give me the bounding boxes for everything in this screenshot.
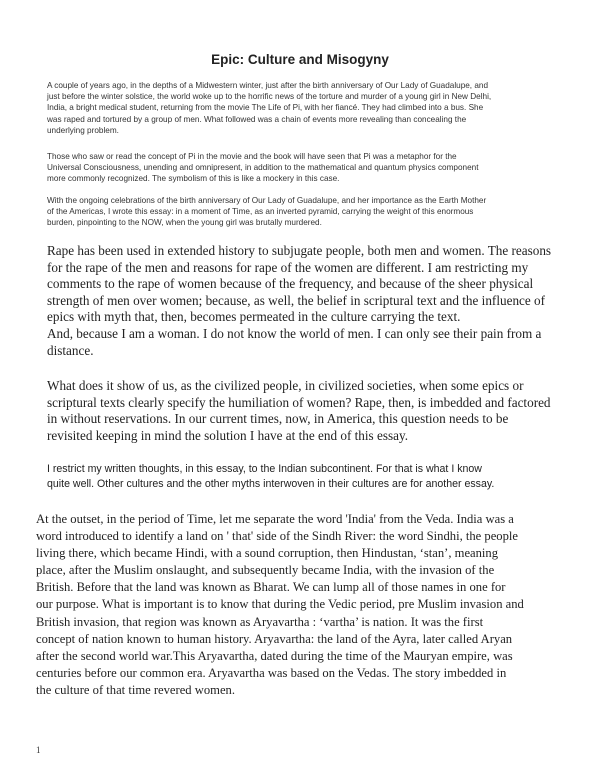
text-line: scriptural texts clearly specify the humiliation of women? Rape, then, is imbedded and factored [47, 394, 551, 410]
intro-paragraph-1 [47, 80, 491, 136]
text-line: underlying problem. [47, 125, 119, 135]
text-line: India, a bright medical student, returning from the movie The Life of Pi, with her fiancé. They had climbed into a bus. She [47, 103, 484, 113]
text-line: concept of nation known to human history. Aryavartha: the land of the Ayra, later called Aryan [36, 631, 513, 646]
page-number: 1 [36, 745, 41, 755]
text-line: Those who saw or read the concept of Pi in the movie and the book will have seen that Pi was a metaphor for the [47, 152, 457, 161]
restrict-paragraph [47, 462, 494, 492]
text-line: And, because I am a woman. I do not know the world of men. I can only see their pain from a [47, 325, 542, 341]
text-line: for the rape of the men and reasons for rape of the women are different. I am restricting my [47, 259, 529, 275]
text-line: was raped and tortured by a group of men. What followed was a chain of events more revealing than concealing the [47, 114, 467, 124]
text-line: centuries before our common era. Aryavartha was based on the Vedas. The story imbedded in [36, 665, 507, 680]
text-line: revisited keeping in mind the solution I have at the end of this essay. [47, 427, 408, 443]
text-line: British. Before that the land was known as Bharat. We can lump all of those names in one for [36, 580, 506, 595]
document-title: Epic: Culture and Misogyny [211, 52, 389, 67]
intro-paragraph-3 [47, 195, 486, 229]
text-line: place, after the Muslim onslaught, and subsequently became India, with the invasion of the [36, 563, 495, 578]
text-line: distance. [47, 342, 94, 358]
text-line: epics with myth that, then, becomes permeated in the culture carrying the text. [47, 309, 461, 325]
body-paragraph-1 [47, 243, 551, 359]
text-line: burden, pinpointing to the NOW, when the young girl was brutally murdered. [47, 218, 322, 228]
intro-paragraph-2 [47, 151, 478, 185]
text-line: our purpose. What is important is to know that during the Vedic period, pre Muslim invasion and [36, 597, 524, 612]
text-line: in without reservations. In our current times, now, in America, this question needs to be [47, 411, 509, 427]
text-line: comments to the rape of women because of the frequency, and because of the sheer physical [47, 276, 534, 292]
text-line: Universal Consciousness, unending and omnipresent, in addition to the mathematical and quantum physics component [47, 163, 479, 173]
text-line: quite well. Other cultures and the other myths interwoven in their cultures are for another essay. [47, 478, 495, 490]
text-line: Rape has been used in extended history to subjugate people, both men and women. The reasons [47, 243, 552, 258]
text-line: What does it show of us, as the civilized people, in civilized societies, when some epics or [47, 378, 524, 393]
text-line: more commonly recognized. The symbolism of this is like a mockery in this case. [47, 174, 340, 184]
text-line: strength of men over women; because, as well, the belief in scriptural text and the influence of [47, 292, 546, 308]
text-line: word introduced to identify a land on ' that' side of the Sindh River: the word Sindhi, the people [36, 529, 518, 544]
text-line: With the ongoing celebrations of the birth anniversary of Our Lady of Guadalupe, and her importance as the Earth Mother [47, 196, 487, 205]
outset-paragraph [36, 511, 524, 699]
text-line: after the second world war.This Aryavartha, dated during the time of the Mauryan empire, was [36, 648, 513, 663]
body-paragraph-2 [47, 378, 551, 444]
text-line: the culture of that time revered women. [36, 682, 235, 697]
text-line: I restrict my written thoughts, in this essay, to the Indian subcontinent. For that is what I know [47, 463, 482, 475]
text-line: A couple of years ago, in the depths of a Midwestern winter, just after the birth anniversary of Our Lady of Guadalupe, and [47, 81, 489, 90]
text-line: British invasion, that region was known as Aryavartha : ‘vartha’ is nation. It was the first [36, 614, 484, 629]
text-line: At the outset, in the period of Time, let me separate the word 'India' from the Veda. India was a [36, 512, 514, 526]
text-line: just before the winter solstice, the world woke up to the horrific news of the torture and murder of a young girl in New Delhi, [47, 92, 492, 102]
text-line: of the Americas, I wrote this essay: in a moment of Time, as an inverted pyramid, carrying the weight of this enormous [47, 207, 474, 217]
text-line: living there, which became Hindi, with a sound corruption, then Hindustan, ‘stan’, meaning [36, 546, 499, 561]
